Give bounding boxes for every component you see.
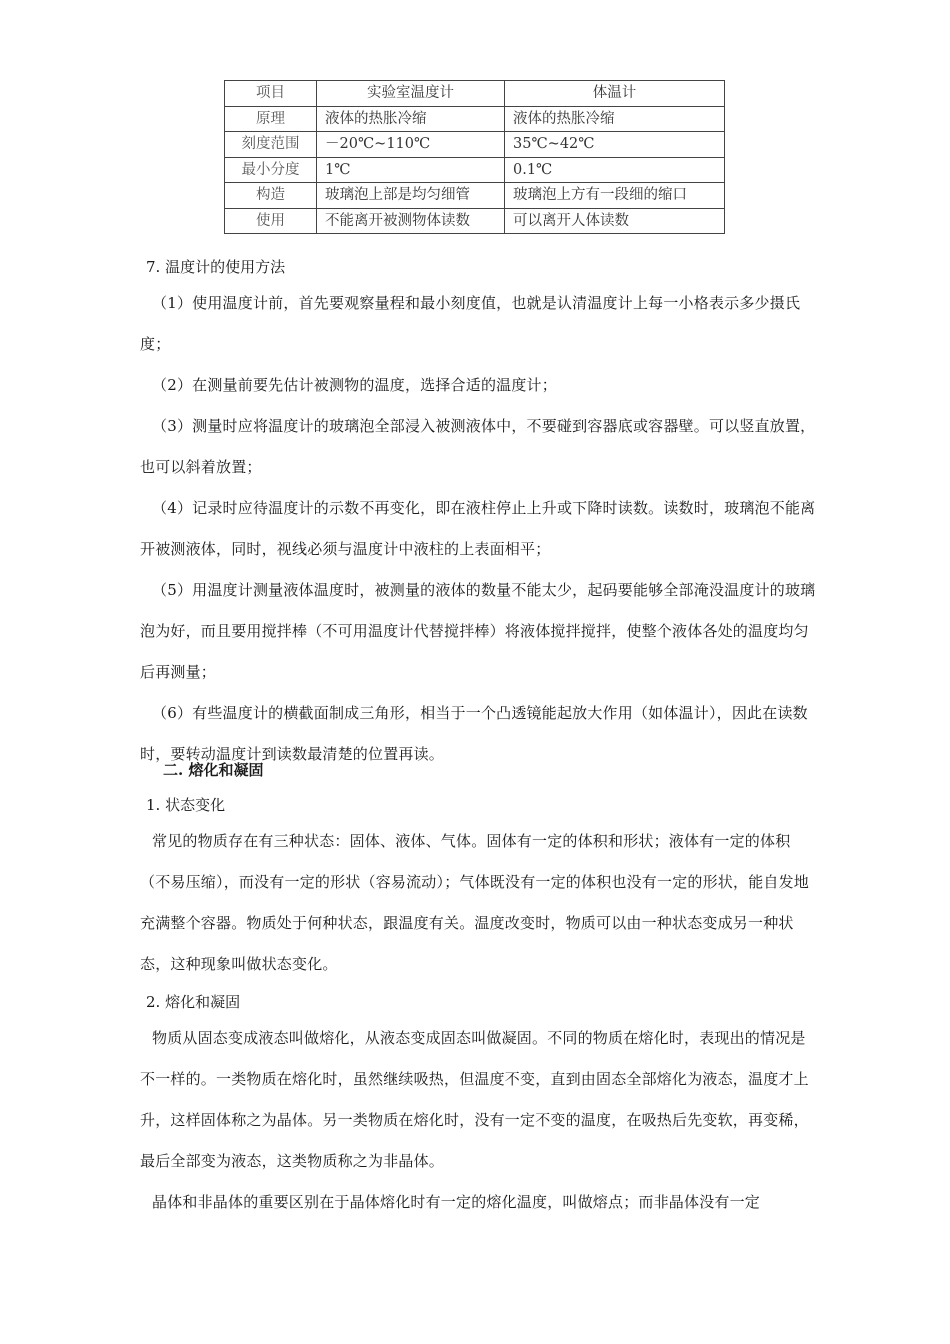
subsection-heading: 1. 状态变化 bbox=[146, 796, 226, 814]
table-cell: 可以离开人体读数 bbox=[505, 208, 725, 234]
section-heading-7: 7. 温度计的使用方法 bbox=[146, 258, 286, 276]
section-title: 二. 熔化和凝固 bbox=[163, 761, 264, 779]
paragraph: 晶体和非晶体的重要区别在于晶体熔化时有一定的熔化温度，叫做熔点；而非晶体没有一定 bbox=[152, 1193, 761, 1211]
table-cell: 刻度范围 bbox=[225, 132, 317, 158]
subsection-heading: 2. 熔化和凝固 bbox=[146, 993, 241, 1011]
table-cell: 玻璃泡上部是均匀细管 bbox=[317, 183, 505, 209]
table-row bbox=[225, 132, 725, 158]
paragraph: 物质从固态变成液态叫做熔化，从液态变成固态叫做凝固。不同的物质在熔化时，表现出的情况是不一样的。一类物质在熔化时，虽然继续吸热，但温度不变，直到由固态全部熔化为液态，温度才上升，这样固体称之为晶体。另一类物质在熔化时，没有一定不变的温度，在吸热后先变软，再变稀，最后全部变为液态，这类物质称之为非晶体。 bbox=[140, 1029, 809, 1170]
table-cell: 35℃~42℃ bbox=[505, 132, 725, 158]
table-cell: －20℃~110℃ bbox=[317, 132, 505, 158]
paragraph: （5）用温度计测量液体温度时，被测量的液体的数量不能太少，起码要能够全部淹没温度计的玻璃泡为好，而且要用搅拌棒（不可用温度计代替搅拌棒）将液体搅拌搅拌，使整个液体各处的温度均匀后再测量； bbox=[140, 581, 816, 681]
table-row bbox=[225, 157, 725, 183]
thermometer-comparison-table bbox=[224, 80, 725, 234]
table-cell: 原理 bbox=[225, 106, 317, 132]
section2-body-2 bbox=[140, 1018, 820, 1223]
table-cell: 最小分度 bbox=[225, 157, 317, 183]
table-header-cell: 实验室温度计 bbox=[317, 81, 505, 107]
table-header-row bbox=[225, 81, 725, 107]
table-cell: 构造 bbox=[225, 183, 317, 209]
table-row bbox=[225, 106, 725, 132]
table-row bbox=[225, 183, 725, 209]
table-cell: 玻璃泡上方有一段细的缩口 bbox=[505, 183, 725, 209]
paragraph: （3）测量时应将温度计的玻璃泡全部浸入被测液体中，不要碰到容器底或容器壁。可以竖直放置，也可以斜着放置； bbox=[140, 417, 816, 476]
paragraph: （2）在测量前要先估计被测物的温度，选择合适的温度计； bbox=[152, 376, 557, 394]
table-cell: 液体的热胀冷缩 bbox=[505, 106, 725, 132]
table-cell: 使用 bbox=[225, 208, 317, 234]
table-cell: 液体的热胀冷缩 bbox=[317, 106, 505, 132]
table-cell: 1℃ bbox=[317, 157, 505, 183]
paragraph: （6）有些温度计的横截面制成三角形，相当于一个凸透镜能起放大作用（如体温计），因此在读数时，要转动温度计到读数最清楚的位置再读。 bbox=[140, 704, 808, 763]
paragraph: （4）记录时应待温度计的示数不再变化，即在液柱停止上升或下降时读数。读数时，玻璃泡不能离开被测液体，同时，视线必须与温度计中液柱的上表面相平； bbox=[140, 499, 816, 558]
section2-body-1 bbox=[140, 821, 820, 985]
paragraph: 常见的物质存在有三种状态：固体、液体、气体。固体有一定的体积和形状；液体有一定的体积（不易压缩），而没有一定的形状（容易流动）；气体既没有一定的体积也没有一定的形状，能自发地充满整个容器。物质处于何种状态，跟温度有关。温度改变时，物质可以由一种状态变成另一种状态，这种现象叫做状态变化。 bbox=[140, 832, 810, 973]
table-cell: 不能离开被测物体读数 bbox=[317, 208, 505, 234]
paragraph: （1）使用温度计前，首先要观察量程和最小刻度值，也就是认清温度计上每一小格表示多少摄氏度； bbox=[140, 294, 801, 353]
table-header-cell: 体温计 bbox=[505, 81, 725, 107]
table-cell: 0.1℃ bbox=[505, 157, 725, 183]
table-header-cell: 项目 bbox=[225, 81, 317, 107]
table-row bbox=[225, 208, 725, 234]
section7-body bbox=[140, 283, 820, 775]
